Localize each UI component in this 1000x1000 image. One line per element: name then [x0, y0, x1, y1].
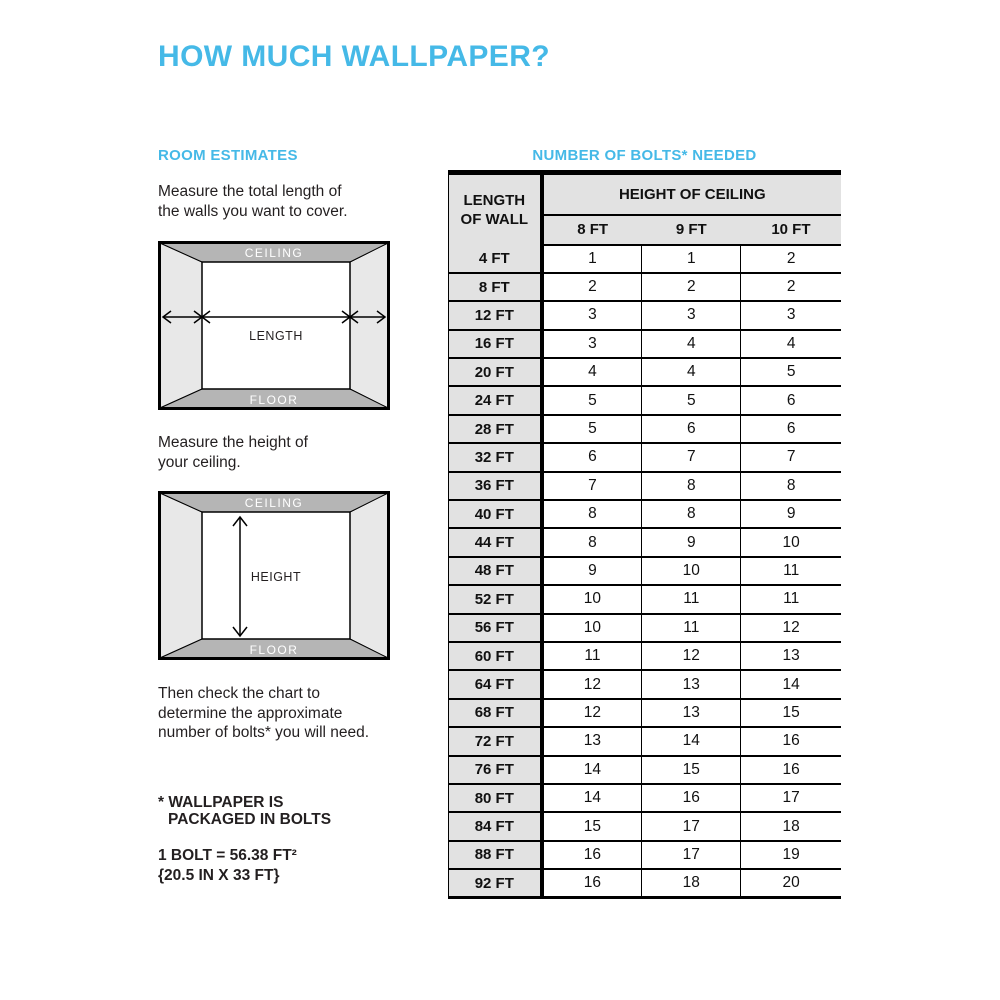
bolt-count-cell: 8: [642, 500, 741, 528]
wall-length-cell: 24 FT: [449, 386, 542, 414]
bolt-count-cell: 14: [542, 784, 642, 812]
bolt-count-cell: 5: [642, 386, 741, 414]
wall-length-cell: 36 FT: [449, 472, 542, 500]
wall-length-cell: 52 FT: [449, 585, 542, 613]
wall-length-cell: 4 FT: [449, 245, 542, 273]
table-row: [449, 812, 842, 840]
bolt-count-cell: 13: [642, 699, 741, 727]
page-title: HOW MUCH WALLPAPER?: [158, 40, 551, 73]
bolt-count-cell: 17: [642, 841, 741, 869]
bolt-count-cell: 15: [741, 699, 841, 727]
column-header-8ft: 8 FT: [542, 215, 642, 245]
bolt-count-cell: 3: [542, 301, 642, 329]
text-line: Then check the chart to: [158, 685, 320, 702]
section-title-bolts-needed: NUMBER OF BOLTS* NEEDED: [532, 147, 757, 164]
bolt-count-cell: 6: [741, 415, 841, 443]
wall-length-cell: 76 FT: [449, 756, 542, 784]
bolt-count-cell: 2: [642, 273, 741, 301]
bolt-count-cell: 2: [741, 273, 841, 301]
column-header-9ft: 9 FT: [642, 215, 741, 245]
bolt-count-cell: 6: [542, 443, 642, 471]
text-line: PACKAGED IN BOLTS: [168, 811, 332, 828]
text-line: * WALLPAPER IS: [158, 794, 284, 811]
bolt-count-cell: 6: [642, 415, 741, 443]
floor-label: FLOOR: [249, 393, 299, 407]
bolt-count-cell: 13: [642, 670, 741, 698]
table-row: [449, 273, 842, 301]
wall-length-cell: 80 FT: [449, 784, 542, 812]
bolt-count-cell: 6: [741, 386, 841, 414]
text-line: the walls you want to cover.: [158, 202, 348, 220]
table-row: [449, 330, 842, 358]
wall-length-cell: 56 FT: [449, 614, 542, 642]
text-line: number of bolts* you will need.: [158, 724, 370, 741]
bolt-count-cell: 14: [741, 670, 841, 698]
bolt-count-cell: 9: [542, 557, 642, 585]
wall-length-cell: 88 FT: [449, 841, 542, 869]
wall-length-cell: 92 FT: [449, 869, 542, 897]
room-length-diagram: [158, 241, 390, 410]
column-header-10ft: 10 FT: [741, 215, 841, 245]
bolt-count-cell: 3: [642, 301, 741, 329]
bolt-count-cell: 10: [741, 528, 841, 556]
wall-length-cell: 28 FT: [449, 415, 542, 443]
bolt-count-cell: 12: [542, 699, 642, 727]
table-row: [449, 614, 842, 642]
table-row: [449, 756, 842, 784]
bolt-count-cell: 16: [542, 869, 642, 897]
table-row: [449, 358, 842, 386]
bolt-count-cell: 5: [542, 415, 642, 443]
bolt-count-cell: 8: [542, 528, 642, 556]
table-row: [449, 443, 842, 471]
wall-length-cell: 48 FT: [449, 557, 542, 585]
bolt-count-cell: 7: [642, 443, 741, 471]
wall-length-cell: 32 FT: [449, 443, 542, 471]
corner-header-length-of-wall: [449, 173, 542, 245]
bolt-count-cell: 17: [642, 812, 741, 840]
wall-length-cell: 16 FT: [449, 330, 542, 358]
bolt-count-cell: 9: [741, 500, 841, 528]
right-wall-panel: [350, 243, 388, 408]
wall-length-cell: 8 FT: [449, 273, 542, 301]
table-row: [449, 528, 842, 556]
step2-text: [158, 433, 308, 472]
room-height-diagram: [158, 491, 390, 660]
wall-length-cell: 20 FT: [449, 358, 542, 386]
wall-length-cell: 64 FT: [449, 670, 542, 698]
floor-label: FLOOR: [249, 643, 299, 657]
bolt-count-cell: 7: [542, 472, 642, 500]
bolt-count-cell: 12: [741, 614, 841, 642]
table-row: [449, 841, 842, 869]
table-row: [449, 699, 842, 727]
table-row: [449, 670, 842, 698]
text-line: your ceiling.: [158, 453, 241, 471]
wall-length-cell: 40 FT: [449, 500, 542, 528]
group-header-height-of-ceiling: HEIGHT OF CEILING: [542, 173, 841, 215]
table-row: [449, 500, 842, 528]
step1-text: [158, 182, 348, 221]
bolt-count-cell: 5: [741, 358, 841, 386]
bolt-count-cell: 10: [542, 614, 642, 642]
bolt-count-cell: 14: [542, 756, 642, 784]
step3-text: [158, 684, 369, 743]
bolt-count-cell: 7: [741, 443, 841, 471]
bolt-count-cell: 12: [642, 642, 741, 670]
text-line: LENGTH: [463, 191, 526, 209]
wall-length-cell: 72 FT: [449, 727, 542, 755]
bolt-count-cell: 13: [741, 642, 841, 670]
bolt-count-cell: 1: [642, 245, 741, 273]
text-line: determine the approximate: [158, 704, 343, 722]
bolt-count-cell: 4: [642, 330, 741, 358]
bolt-count-cell: 18: [741, 812, 841, 840]
bolts-table-body: [449, 245, 842, 898]
text-line: {20.5 IN X 33 FT}: [158, 867, 280, 884]
bolt-count-cell: 20: [741, 869, 841, 897]
bolt-count-cell: 2: [542, 273, 642, 301]
table-row: [449, 245, 842, 273]
text-line: OF WALL: [460, 210, 529, 228]
bolt-count-cell: 11: [642, 614, 741, 642]
text-line: Measure the total length of: [158, 183, 342, 200]
bolt-count-cell: 11: [741, 585, 841, 613]
bolt-count-cell: 4: [741, 330, 841, 358]
left-wall-panel: [160, 243, 202, 408]
wall-length-cell: 60 FT: [449, 642, 542, 670]
text-line: Measure the height of: [158, 434, 308, 451]
table-row: [449, 386, 842, 414]
table-row: [449, 727, 842, 755]
bolt-count-cell: 11: [542, 642, 642, 670]
wall-length-cell: 68 FT: [449, 699, 542, 727]
bolt-count-cell: 16: [642, 784, 741, 812]
bolt-count-cell: 8: [741, 472, 841, 500]
table-row: [449, 415, 842, 443]
bolt-count-cell: 19: [741, 841, 841, 869]
bolt-count-cell: 15: [642, 756, 741, 784]
bolt-count-cell: 8: [542, 500, 642, 528]
bolt-count-cell: 10: [642, 557, 741, 585]
table-header-row-group: [449, 173, 842, 215]
height-label: HEIGHT: [250, 570, 302, 584]
bolt-count-cell: 3: [542, 330, 642, 358]
bolt-count-cell: 9: [642, 528, 741, 556]
back-wall-panel: [202, 262, 350, 389]
bolt-count-cell: 4: [642, 358, 741, 386]
bolt-count-cell: 15: [542, 812, 642, 840]
bolt-count-cell: 18: [642, 869, 741, 897]
section-title-room-estimates: ROOM ESTIMATES: [158, 147, 298, 164]
table-row: [449, 301, 842, 329]
table-row: [449, 472, 842, 500]
bolts-table: [448, 170, 841, 899]
bolt-count-cell: 11: [642, 585, 741, 613]
bolt-count-cell: 1: [542, 245, 642, 273]
text-line: 1 BOLT = 56.38 FT²: [158, 847, 297, 864]
ceiling-label: CEILING: [244, 246, 304, 260]
bolt-count-cell: 5: [542, 386, 642, 414]
bolt-count-cell: 8: [642, 472, 741, 500]
bolt-count-cell: 16: [741, 756, 841, 784]
bolt-count-cell: 17: [741, 784, 841, 812]
bolt-count-cell: 16: [741, 727, 841, 755]
left-wall-panel: [160, 493, 202, 658]
wall-length-cell: 12 FT: [449, 301, 542, 329]
wall-length-cell: 84 FT: [449, 812, 542, 840]
bolt-count-cell: 12: [542, 670, 642, 698]
bolt-count-cell: 16: [542, 841, 642, 869]
table-row: [449, 585, 842, 613]
right-wall-panel: [350, 493, 388, 658]
bolt-count-cell: 2: [741, 245, 841, 273]
bolt-count-cell: 3: [741, 301, 841, 329]
table-row: [449, 557, 842, 585]
bolt-count-cell: 4: [542, 358, 642, 386]
table-row: [449, 784, 842, 812]
footnote-wallpaper-bolts: [158, 794, 331, 828]
bolt-count-cell: 10: [542, 585, 642, 613]
table-row: [449, 869, 842, 897]
bolt-spec: [158, 846, 297, 886]
bolt-count-cell: 13: [542, 727, 642, 755]
ceiling-label: CEILING: [244, 496, 304, 510]
length-label: LENGTH: [249, 329, 303, 343]
table-row: [449, 642, 842, 670]
bolt-count-cell: 14: [642, 727, 741, 755]
bolt-count-cell: 11: [741, 557, 841, 585]
wall-length-cell: 44 FT: [449, 528, 542, 556]
